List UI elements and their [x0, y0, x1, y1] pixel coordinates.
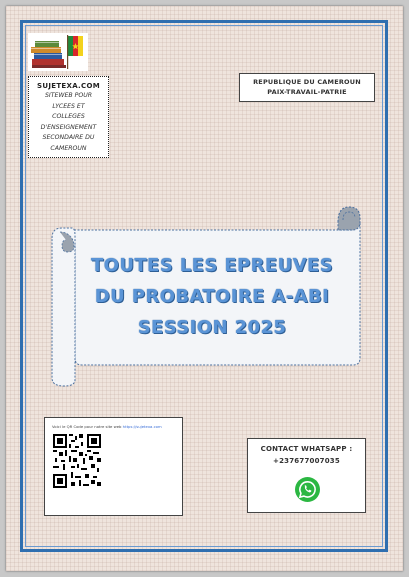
- site-title: SUJETEXA.COM: [37, 82, 100, 90]
- site-subtitle-line: D'ENSEIGNEMENT: [40, 123, 97, 131]
- qr-caption: [52, 424, 162, 429]
- banner-line-1: TOUTES LES EPREUVES: [90, 255, 334, 276]
- site-subtitle-line: COLLEGES: [52, 113, 85, 120]
- banner-line-3: SESSION 2025: [137, 317, 287, 338]
- site-subtitle-line: SITEWEB POUR: [44, 92, 93, 99]
- site-subtitle-line: CAMEROUN: [50, 144, 87, 152]
- site-subtitle-line: SECONDAIRE DU: [42, 134, 95, 141]
- site-subtitle-line: LYCEES ET: [52, 102, 85, 110]
- contact-label: CONTACT WHATSAPP :: [260, 445, 353, 453]
- republic-motto: PAIX-TRAVAIL-PATRIE: [267, 88, 347, 96]
- republic-name: REPUBLIQUE DU CAMEROUN: [253, 78, 361, 86]
- qr-code-box: [44, 417, 183, 516]
- qr-caption-text: Voici le QR Code pour notre site web: [52, 424, 122, 429]
- qr-code-icon[interactable]: [53, 434, 101, 488]
- whatsapp-icon[interactable]: [295, 477, 320, 502]
- banner-line-2: DU PROBATOIRE A-ABI: [94, 286, 330, 307]
- qr-link[interactable]: https://sujetexa.com: [122, 424, 162, 429]
- banner-title: [72, 250, 352, 343]
- contact-whatsapp-box: [247, 438, 366, 513]
- contact-phone[interactable]: +237677007035: [273, 457, 340, 465]
